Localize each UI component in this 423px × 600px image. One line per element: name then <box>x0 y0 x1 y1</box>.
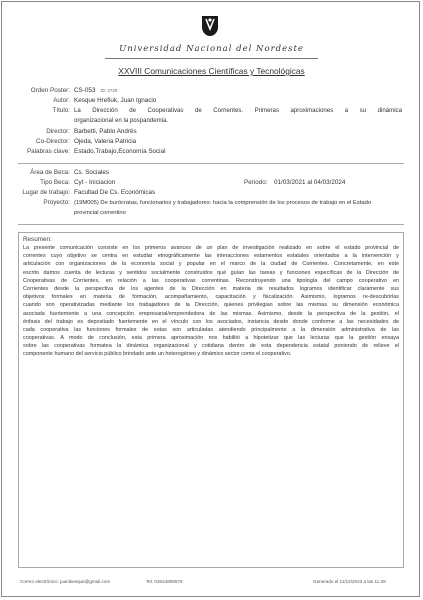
orden-poster-label: Orden Poster: <box>30 87 70 94</box>
footer-email: Correo electrónico: juanikesque@gmail.com <box>20 579 111 584</box>
page-title: XXVIII Comunicaciones Científicas y Tecnológicas <box>118 66 305 76</box>
director-label: Director: <box>46 128 70 135</box>
proyecto-label: Proyecto: <box>43 199 70 206</box>
resumen-line: Cooperativas de Corrientes, en relación a las cooperativas correntinas. Reconstruyendo una tipología del campo cooperativo en <box>23 277 399 284</box>
codirector-value: Ojeda, Valeria Patricia <box>74 138 137 145</box>
titulo-line-1: La Dirección de Cooperativas de Corrientes. Primeras aproximaciones a su dinámica <box>74 107 402 114</box>
resumen-label: Resumen: <box>23 236 52 243</box>
resumen-line: cooperativas. A modo de conclusión, esta primera aproximación nos habilitó a hipotetizar que las lecturas que la gestión ensaya <box>23 335 399 342</box>
codirector-label: Co-Director: <box>36 138 70 145</box>
tipo-beca-value: Cyt - Iniciacion <box>74 179 116 186</box>
resumen-line: énfasis del trabajo es depositado fuertemente en el vínculo con los asociados, instancia desde donde conforme a las necesidades de <box>23 318 399 325</box>
autor-value: Kesque Hrefiuk, Juan Ignacio <box>74 97 157 104</box>
footer-phone: Tel. 03624809579 <box>146 579 183 584</box>
resumen-line: Corrientes desde la perspectiva de los agentes de la Dirección en materia de resultados logramos identificar claramente sus <box>23 285 399 292</box>
resumen-line: escrito damos cuenta de lecturas y sentidos socialmente construidos qué guían las tareas y funciones específicas de la Dirección de <box>23 269 399 276</box>
resumen-text <box>23 244 399 359</box>
fields-divider <box>18 163 404 164</box>
resumen-line: cada cooperativa las funciones formales de estas son articuladas atendiendo principalmente a la dimensión administrativa de las <box>23 326 399 333</box>
periodo-value: 01/03/2021 al 04/03/2024 <box>274 179 346 186</box>
resumen-line: correntes cuyo objetivo se centra en estudiar etnográficamente las interacciones estamentos estatales orientados a la intervención y <box>23 253 399 260</box>
titulo-line-2: organizacional en la pospandemia. <box>74 117 169 124</box>
proyecto-line-1: (19M005) De burócratas, funcionarios y trabajadores: hacia la comprensión de los procesos de trabajo en el Estado <box>74 200 372 206</box>
lugar-trabajo-label: Lugar de trabajo: <box>22 189 70 196</box>
footer-generated: Generado el 11/12/2023 a las 11:28 <box>313 579 386 584</box>
tipo-beca-label: Tipo Beca: <box>40 179 70 186</box>
resumen-line: cuando son operativizadas mediante los trabajadores de la Dirección, quienes privilegian sobre las mismas su dimensión económica <box>23 302 399 309</box>
header-divider <box>105 58 318 59</box>
orden-poster-value <box>74 87 117 96</box>
resumen-divider <box>18 224 404 225</box>
palabras-clave-value: Estado,Trabajo,Economía Social <box>74 148 166 155</box>
resumen-line: articulación con organizaciones de la economía social y popular en el marco de la ciudad de Corrientes. Concretamente, en este <box>23 261 399 268</box>
periodo-label: Periodo: <box>244 179 268 186</box>
area-beca-label: Área de Beca: <box>30 169 70 176</box>
resumen-line: objetivos formales en materia de formación, acompañamiento, capacitación y fiscalización. Asimismo, logramos re-descubrirlas <box>23 294 399 301</box>
resumen-line: La presente comunicación consiste en los primeros avances de un plan de investigación realizado en sobre el estado provincial de <box>23 245 399 251</box>
director-value: Barbetti, Pablo Andrés <box>74 128 137 135</box>
resumen-line: sobre las cooperativas formatea la dinámica organizacional y cotidiana dentro de esta dependencia estatal poniendo de relieve el <box>23 343 399 350</box>
orden-poster-code: CS-053 <box>74 87 96 94</box>
unne-logo-icon <box>201 16 219 36</box>
titulo-label: Título: <box>52 107 70 114</box>
lugar-trabajo-value: Facultad De Cs. Económicas <box>74 189 156 196</box>
resumen-line: componente humano del servicio público brindado ante un heterogéneo y dinámico sector como el cooperativo. <box>23 351 292 358</box>
resumen-line: asociada fuertemente a una concepción empresarial/emprendedora de las mismas. Asimismo, desde la perspectiva de la gestión, el <box>23 310 399 317</box>
proyecto-line-2: provincial correntino <box>74 210 126 216</box>
area-beca-value: Cs. Sociales <box>74 169 109 176</box>
autor-label: Autor: <box>53 97 70 104</box>
poster-id: ID: 2729 <box>100 88 118 93</box>
palabras-clave-label: Palabras clave: <box>26 148 70 155</box>
university-name: Universidad Nacional del Nordeste <box>119 44 304 54</box>
